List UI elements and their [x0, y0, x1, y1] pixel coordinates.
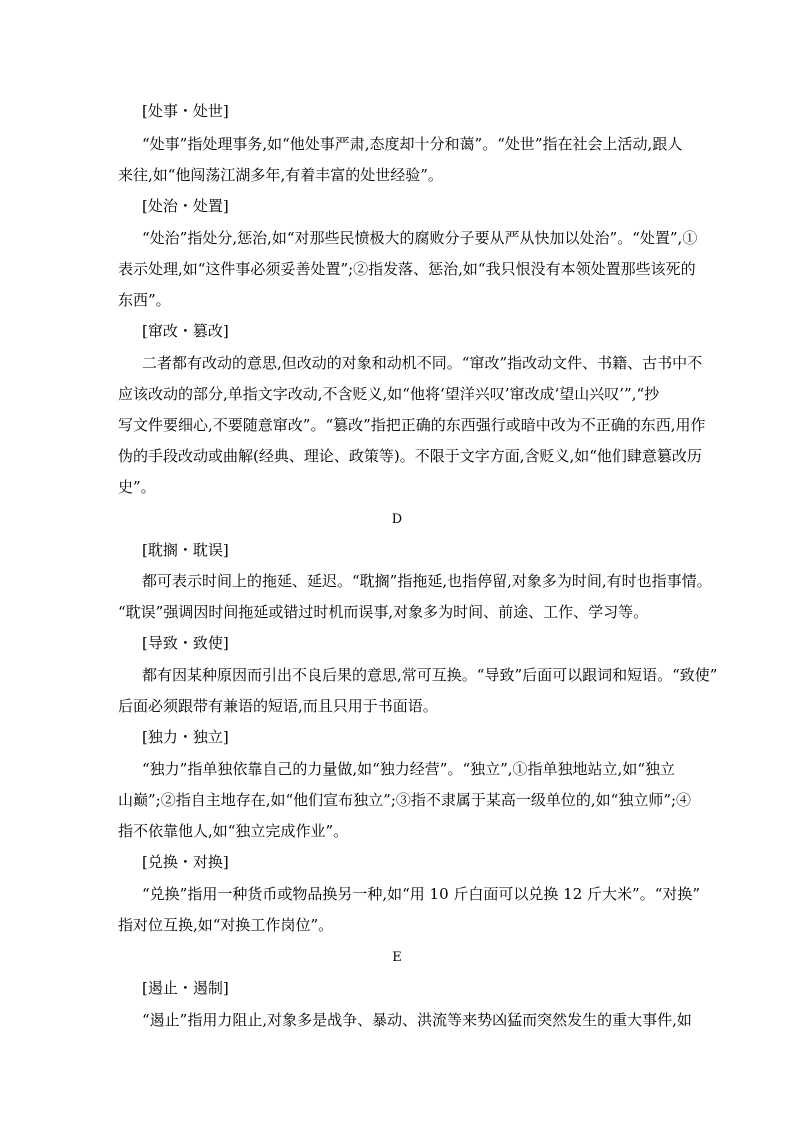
entry-heading: [窜改・篡改] — [142, 322, 229, 340]
entry-text-line: 表示处理,如“这件事必须妥善处置”;②指发落、惩治,如“我只恨没有本领处置那些该死的 — [118, 260, 696, 278]
entry-text-line: 伪的手段改动或曲解(经典、理论、政策等)。不限于文字方面,含贬义,如“他们肆意篡改历 — [118, 447, 702, 465]
entry-text-line: “兑换”指用一种货币或物品换另一种,如“用 10 斤白面可以兑换 12 斤大米”。“对换” — [142, 885, 701, 903]
entry-text-line: 应该改动的部分,单指文字改动,不含贬义,如“他将‘望洋兴叹’窜改成‘望山兴叹’”,“抄 — [118, 385, 660, 403]
entry-text-line: 山巅”;②指自主地存在,如“他们宣布独立”;③指不隶属于某高一级单位的,如“独立师”;④ — [118, 791, 692, 809]
entry-text-line: “独力”指单独依靠自己的力量做,如“独力经营”。“独立”,①指单独地站立,如“独立 — [142, 760, 675, 778]
entry-text-line: 东西”。 — [118, 291, 171, 309]
entry-text-line: “处事”指处理事务,如“他处事严肃,态度却十分和蔼”。“处世”指在社会上活动,跟人 — [142, 135, 683, 153]
entry-text-line: 来往,如“他闯荡江湖多年,有着丰富的处世经验”。 — [118, 166, 443, 184]
entry-heading: [处事・处世] — [142, 102, 229, 120]
entry-text-line: “遏止”指用力阻止,对象多是战争、暴动、洪流等来势凶猛而突然发生的重大事件,如 — [142, 1011, 692, 1029]
entry-heading: [独力・独立] — [142, 728, 229, 746]
entry-text-line: 史”。 — [118, 478, 156, 496]
entry-heading: [遏止・遏制] — [142, 979, 229, 997]
section-letter-d: D — [391, 512, 403, 527]
entry-text-line: 写文件要细心,不要随意窜改”。“篡改”指把正确的东西强行或暗中改为不正确的东西,用作 — [118, 416, 706, 434]
entry-text-line: 都有因某种原因而引出不良后果的意思,常可互换。“导致”后面可以跟词和短语。“致使” — [142, 666, 718, 684]
entry-text-line: 后面必须跟带有兼语的短语,而且只用于书面语。 — [118, 697, 438, 715]
entry-text-line: 指对位互换,如“对换工作岗位”。 — [118, 916, 334, 934]
entry-heading: [兑换・对换] — [142, 853, 229, 871]
entry-heading: [耽搁・耽误] — [142, 541, 229, 559]
entry-text-line: 都可表示时间上的拖延、延迟。“耽搁”指拖延,也指停留,对象多为时间,有时也指事情。 — [142, 572, 712, 590]
entry-heading: [导致・致使] — [142, 634, 229, 652]
entry-text-line: 二者都有改动的意思,但改动的对象和动机不同。“窜改”指改动文件、书籍、古书中不 — [142, 354, 703, 372]
section-letter-e: E — [392, 950, 402, 965]
entry-text-line: “耽误”强调因时间拖延或错过时机而误事,对象多为时间、前途、工作、学习等。 — [118, 603, 649, 621]
entry-heading: [处治・处置] — [142, 197, 229, 215]
entry-text-line: 指不依靠他人,如“独立完成作业”。 — [118, 822, 349, 840]
entry-text-line: “处治”指处分,惩治,如“对那些民愤极大的腐败分子要从严从快加以处治”。“处置”,① — [142, 229, 698, 247]
